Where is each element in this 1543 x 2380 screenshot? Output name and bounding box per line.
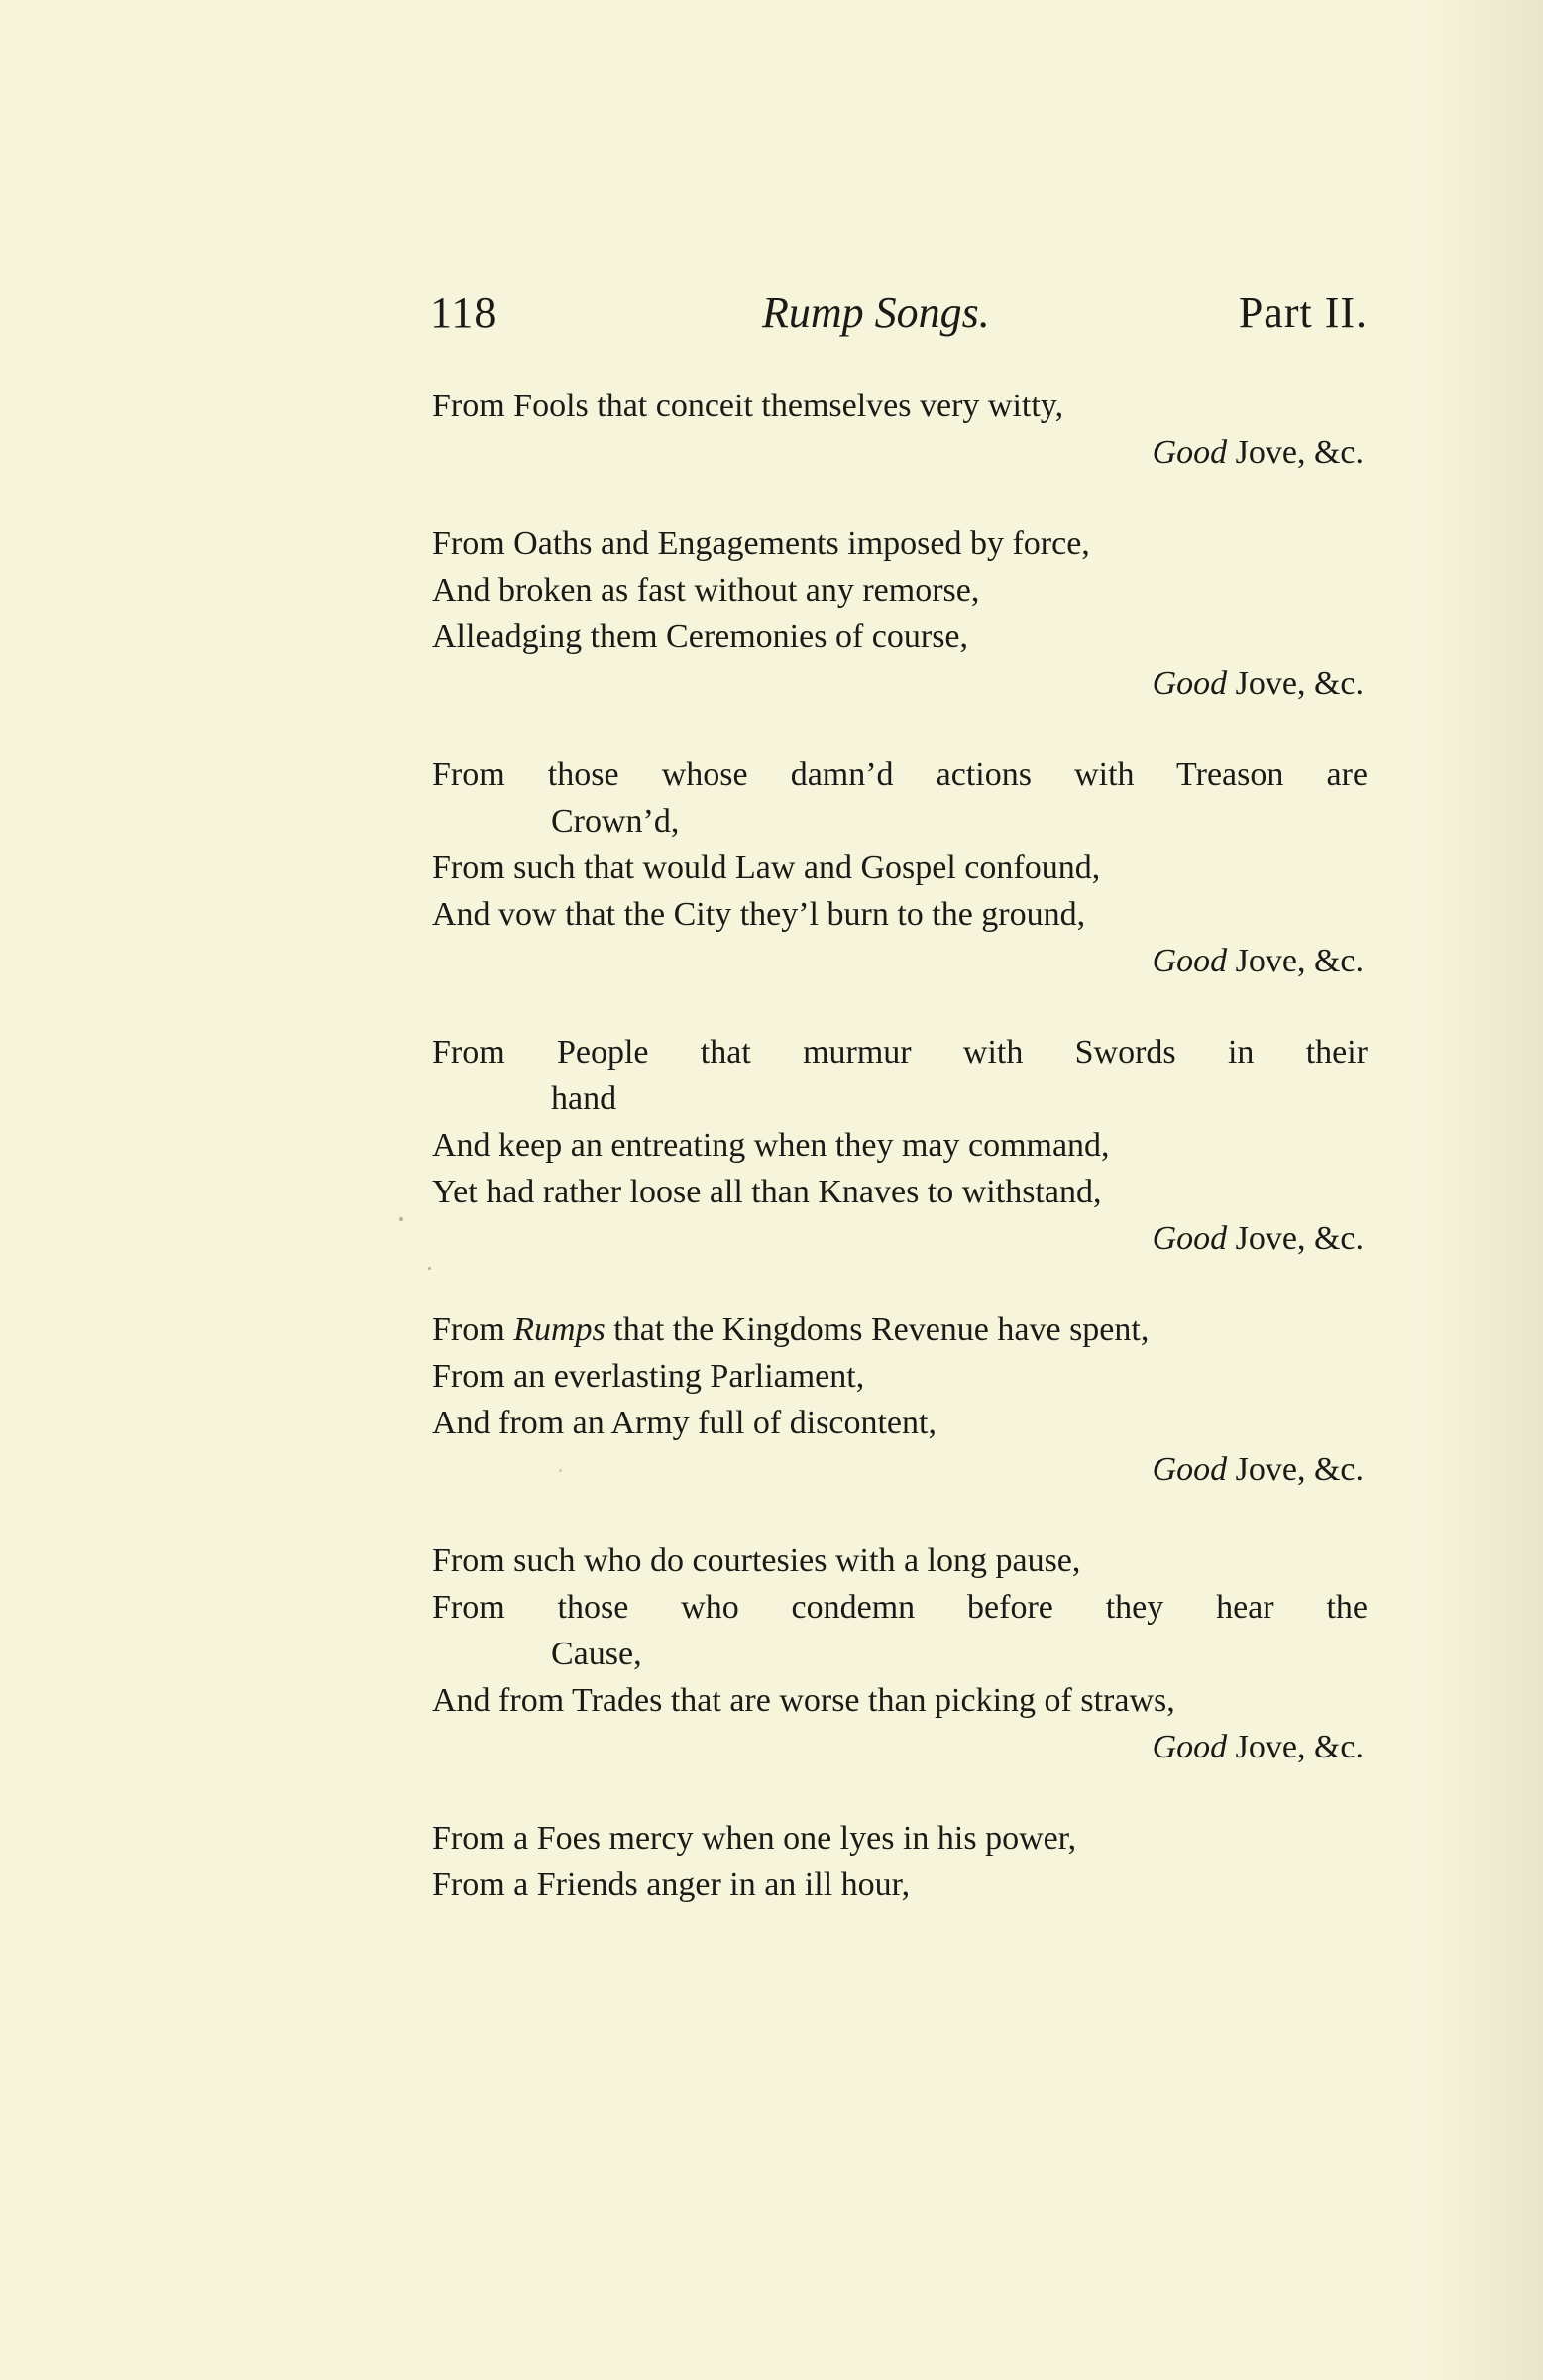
verse-line bbox=[432, 751, 1368, 798]
line-text: From such that would Law and Gospel confound, bbox=[432, 850, 1101, 886]
verse-line bbox=[432, 1584, 1368, 1631]
refrain-italic: Good bbox=[1152, 434, 1228, 471]
refrain-italic: Good bbox=[1152, 1220, 1228, 1257]
verse-line bbox=[432, 1862, 1368, 1908]
verse-line bbox=[432, 891, 1368, 938]
refrain-rest: Jove, &c. bbox=[1227, 1220, 1364, 1257]
running-title: Rump Songs. bbox=[762, 288, 990, 337]
stanza bbox=[432, 1815, 1368, 1908]
refrain-line bbox=[432, 429, 1368, 476]
refrain-italic: Good bbox=[1152, 665, 1228, 702]
line-text: From bbox=[432, 1311, 514, 1348]
line-text: From an everlasting Parliament, bbox=[432, 1358, 865, 1395]
stanza bbox=[432, 383, 1368, 476]
verse-line bbox=[432, 1631, 1368, 1677]
running-header bbox=[430, 287, 1368, 347]
refrain-italic: Good bbox=[1152, 943, 1228, 979]
verse-line bbox=[432, 1400, 1368, 1446]
line-text: From a Foes mercy when one lyes in his power, bbox=[432, 1820, 1077, 1857]
line-text: Cause, bbox=[551, 1636, 642, 1672]
refrain-italic: Good bbox=[1152, 1729, 1228, 1765]
verse-line bbox=[432, 1122, 1368, 1169]
stanza bbox=[432, 520, 1368, 707]
line-text: Yet had rather loose all than Knaves to withstand, bbox=[432, 1174, 1102, 1210]
paper-speck bbox=[559, 1469, 562, 1472]
verse-line bbox=[432, 798, 1368, 845]
verse-line bbox=[432, 567, 1368, 614]
stanza bbox=[432, 1306, 1368, 1493]
verse-line bbox=[432, 1076, 1368, 1122]
page-number: 118 bbox=[430, 288, 497, 337]
verse-line bbox=[432, 383, 1368, 429]
line-text: From those who condemn before they hear the bbox=[432, 1589, 1368, 1626]
line-text: And vow that the City they’l burn to the ground, bbox=[432, 896, 1086, 933]
paper-speck bbox=[399, 1217, 403, 1221]
line-text: hand bbox=[551, 1080, 617, 1117]
verse-line bbox=[432, 614, 1368, 660]
verse-line bbox=[432, 520, 1368, 567]
refrain-line bbox=[432, 660, 1368, 707]
verse-line bbox=[432, 1306, 1368, 1353]
italic-word: Rumps bbox=[513, 1311, 606, 1348]
refrain-rest: Jove, &c. bbox=[1227, 943, 1364, 979]
line-text: And broken as fast without any remorse, bbox=[432, 572, 980, 609]
paper-speck bbox=[428, 1267, 431, 1270]
line-text: And from an Army full of discontent, bbox=[432, 1405, 937, 1441]
line-text: From a Friends anger in an ill hour, bbox=[432, 1867, 911, 1903]
verse-line bbox=[432, 1169, 1368, 1215]
line-text: And keep an entreating when they may command, bbox=[432, 1127, 1110, 1164]
line-text: Alleadging them Ceremonies of course, bbox=[432, 619, 969, 655]
refrain-rest: Jove, &c. bbox=[1227, 1729, 1364, 1765]
line-text: And from Trades that are worse than picking of straws, bbox=[432, 1682, 1175, 1719]
verse-line bbox=[432, 1537, 1368, 1584]
stanza bbox=[432, 751, 1368, 984]
line-text: Crown’d, bbox=[551, 803, 680, 840]
verse-line bbox=[432, 845, 1368, 891]
refrain-rest: Jove, &c. bbox=[1227, 434, 1364, 471]
refrain-italic: Good bbox=[1152, 1451, 1228, 1488]
verse-line bbox=[432, 1677, 1368, 1724]
refrain-line bbox=[432, 1215, 1368, 1262]
verse-line bbox=[432, 1353, 1368, 1400]
refrain-line bbox=[432, 1724, 1368, 1770]
stanza bbox=[432, 1029, 1368, 1262]
refrain-rest: Jove, &c. bbox=[1227, 1451, 1364, 1488]
refrain-line bbox=[432, 938, 1368, 984]
stanza bbox=[432, 1537, 1368, 1770]
line-text: From those whose damn’d actions with Treason are bbox=[432, 756, 1368, 793]
line-text: From Fools that conceit themselves very witty, bbox=[432, 388, 1064, 424]
refrain-line bbox=[432, 1446, 1368, 1493]
verse-line bbox=[432, 1815, 1368, 1862]
part-label: Part II. bbox=[1238, 288, 1368, 337]
verse-line bbox=[432, 1029, 1368, 1076]
line-text: From such who do courtesies with a long pause, bbox=[432, 1542, 1081, 1579]
poem-body bbox=[432, 383, 1368, 1953]
refrain-rest: Jove, &c. bbox=[1227, 665, 1364, 702]
line-text: that the Kingdoms Revenue have spent, bbox=[605, 1311, 1150, 1348]
line-text: From Oaths and Engagements imposed by force, bbox=[432, 525, 1090, 562]
line-text: From People that murmur with Swords in their bbox=[432, 1034, 1368, 1071]
